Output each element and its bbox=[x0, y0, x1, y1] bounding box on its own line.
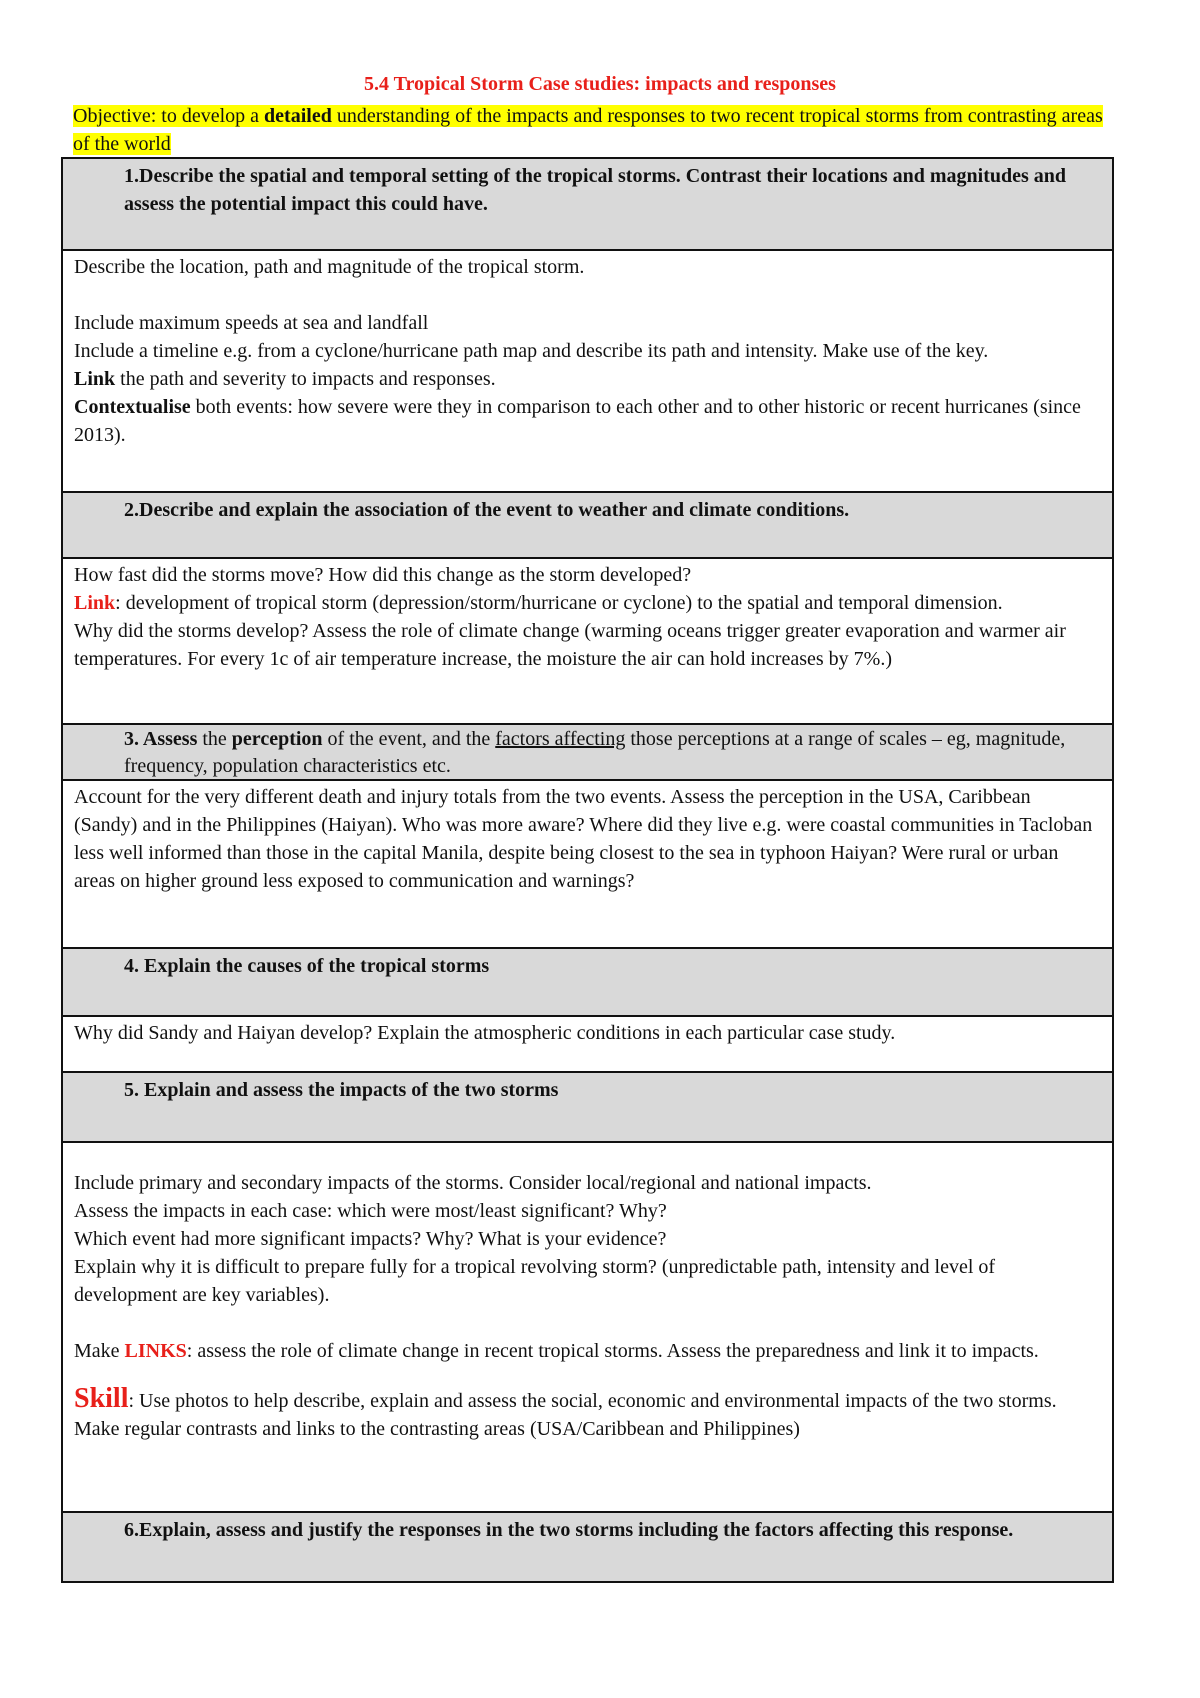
answer-1-line2: Include maximum speeds at sea and landfall bbox=[74, 312, 429, 334]
skill-label: Skill bbox=[74, 1383, 129, 1414]
answer-3-text: Account for the very different death and injury totals from the two events. Assess the perception in the USA, Caribbean (Sandy) and in the Philippines (Haiyan). Who was more aware? Where did they live e.g. were coastal communities in Tacloban less well informed than those in the capital Manila, despite being closest to the sea in typhoon Haiyan? Were rural or urban areas on higher ground less exposed to communication and warnings? bbox=[74, 786, 1093, 892]
question-6-text: 6.Explain, assess and justify the responses in the two storms including the factors affecting this response. bbox=[124, 1519, 1014, 1541]
q3-perception: perception bbox=[231, 728, 323, 750]
answer-1-line1: Describe the location, path and magnitude of the tropical storm. bbox=[74, 256, 585, 278]
make-text: Make bbox=[74, 1340, 125, 1362]
links-label: LINKS bbox=[124, 1340, 187, 1362]
q3-assess: Assess bbox=[142, 728, 198, 750]
worksheet-table bbox=[61, 157, 1114, 1583]
q3-rest: those perceptions at a range of scales – eg, magnitude, frequency, population characteristics etc. bbox=[124, 728, 1066, 777]
context-label: Contextualise bbox=[74, 396, 191, 418]
answer-4-text: Why did Sandy and Haiyan develop? Explain the atmospheric conditions in each particular case study. bbox=[74, 1022, 896, 1044]
q3-the: the bbox=[197, 728, 232, 750]
question-3 bbox=[63, 725, 1112, 781]
question-6 bbox=[63, 1513, 1112, 1581]
question-1-text: 1.Describe the spatial and temporal setting of the tropical storms. Contrast their locations and magnitudes and assess the potential impact this could have. bbox=[124, 165, 1067, 215]
answer-5 bbox=[63, 1143, 1112, 1513]
answer-4 bbox=[63, 1017, 1112, 1073]
question-5 bbox=[63, 1073, 1112, 1143]
answer-5-line1: Include primary and secondary impacts of the storms. Consider local/regional and national impacts. bbox=[74, 1172, 872, 1194]
links-text: : assess the role of climate change in recent tropical storms. Assess the preparedness and link it to impacts. bbox=[186, 1340, 1039, 1362]
objective bbox=[73, 102, 1113, 158]
answer-1-line3: Include a timeline e.g. from a cyclone/hurricane path map and describe its path and intensity. Make use of the key. bbox=[74, 340, 989, 362]
link-text: the path and severity to impacts and responses. bbox=[115, 368, 496, 390]
link-label-red: Link bbox=[74, 592, 116, 614]
question-3-text bbox=[124, 726, 1098, 780]
objective-bold: detailed bbox=[264, 105, 332, 127]
link-text: : development of tropical storm (depression/storm/hurricane or cyclone) to the spatial and temporal dimension. bbox=[115, 592, 1003, 614]
question-2 bbox=[63, 493, 1112, 559]
answer-5-line2: Assess the impacts in each case: which were most/least significant? Why? bbox=[74, 1200, 667, 1222]
objective-suffix: understanding of the impacts and responses to two recent tropical storms from contrasting areas of the world bbox=[73, 105, 1103, 155]
answer-5-skill bbox=[74, 1385, 1098, 1443]
answer-2-line1: How fast did the storms move? How did this change as the storm developed? bbox=[74, 564, 692, 586]
objective-prefix: Objective: to develop a bbox=[73, 105, 265, 127]
question-4-text: 4. Explain the causes of the tropical storms bbox=[124, 955, 490, 977]
context-text: both events: how severe were they in comparison to each other and to other historic or recent hurricanes (since 2013). bbox=[74, 396, 1081, 446]
answer-5-links bbox=[74, 1337, 1098, 1365]
answer-3 bbox=[63, 781, 1112, 949]
answer-5-line3: Which event had more significant impacts? Why? What is your evidence? bbox=[74, 1228, 667, 1250]
question-2-text: 2.Describe and explain the association of the event to weather and climate conditions. bbox=[124, 499, 850, 521]
question-1 bbox=[63, 159, 1112, 251]
question-4 bbox=[63, 949, 1112, 1017]
page-title: 5.4 Tropical Storm Case studies: impacts and responses bbox=[364, 73, 836, 95]
q3-num: 3. bbox=[124, 728, 143, 750]
answer-2 bbox=[63, 559, 1112, 725]
answer-5-line4: Explain why it is difficult to prepare fully for a tropical revolving storm? (unpredictable path, intensity and level of development are key variables). bbox=[74, 1256, 996, 1306]
answer-1 bbox=[63, 251, 1112, 493]
answer-1-context bbox=[74, 393, 1098, 449]
answer-2-line3: Why did the storms develop? Assess the role of climate change (warming oceans trigger greater evaporation and warmer air temperatures. For every 1c of air temperature increase, the moisture the air can hold increases by 7%.) bbox=[74, 620, 1066, 670]
link-label: Link bbox=[74, 368, 116, 390]
q3-factors: factors affecting bbox=[495, 728, 626, 750]
answer-1-link bbox=[74, 365, 1098, 393]
answer-2-link bbox=[74, 589, 1098, 617]
q3-mid: of the event, and the bbox=[322, 728, 496, 750]
skill-text: : Use photos to help describe, explain and assess the social, economic and environmental impacts of the two storms. Make regular contrasts and links to the contrasting areas (USA/Caribbean and Philippines) bbox=[74, 1390, 1057, 1440]
question-5-text: 5. Explain and assess the impacts of the two storms bbox=[124, 1079, 559, 1101]
